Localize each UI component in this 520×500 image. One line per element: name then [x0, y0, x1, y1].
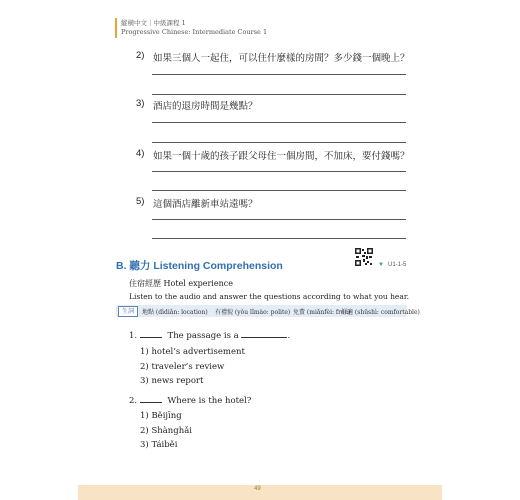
listening-question — [129, 394, 251, 406]
question-text: 這個酒店離新車站遠嗎？ — [153, 199, 258, 210]
question-text: 如果三個人一起住，可以住什麼樣的房間？多少錢一個晚上？ — [153, 53, 410, 64]
option-number: 1) — [140, 347, 149, 357]
option-text: news report — [151, 376, 204, 386]
listening-question-number: 2. — [129, 396, 138, 406]
vocabulary-item: 地點 (dìdiǎn: location) — [142, 309, 208, 316]
vocabulary-item: 舒適 (shūshì: comfortable) — [341, 309, 420, 316]
listening-instruction: Listen to the audio and answer the questions according to what you hear. — [129, 292, 409, 301]
section-label: B. — [116, 260, 127, 272]
answer-option[interactable] — [140, 426, 192, 436]
answer-line[interactable] — [152, 190, 406, 191]
answer-option[interactable] — [140, 376, 203, 386]
answer-option[interactable] — [140, 440, 177, 450]
listening-question-text: The passage is a — [167, 331, 239, 341]
option-number: 2) — [140, 426, 149, 436]
vocabulary-tag: 生詞 — [118, 306, 138, 317]
answer-blank[interactable] — [140, 394, 162, 403]
answer-line[interactable] — [152, 219, 406, 220]
answer-option[interactable] — [140, 362, 224, 372]
answer-line[interactable] — [152, 74, 406, 75]
audio-track-code: U1-1-5 — [388, 262, 407, 268]
answer-line[interactable] — [152, 94, 406, 95]
page-number: 49 — [254, 486, 261, 492]
section-title-chinese: 聽力 — [129, 260, 151, 272]
answer-line[interactable] — [152, 171, 406, 172]
answer-option[interactable] — [140, 347, 245, 357]
section-heading — [116, 258, 283, 273]
audio-icon[interactable]: ▼ — [378, 262, 384, 268]
question-number: 5) — [136, 196, 145, 207]
listening-question-number: 1. — [129, 331, 138, 341]
book-title-chinese: 縱橫中文｜中級課程 1 — [121, 19, 186, 27]
book-title-english: Progressive Chinese: Intermediate Course 1 — [121, 28, 268, 36]
option-text: traveler’s review — [151, 362, 225, 372]
listening-question — [129, 329, 290, 341]
sentence-end: . — [287, 331, 291, 341]
question-text: 如果一個十歲的孩子跟父母住一個房間，不加床，要付錢嗎？ — [153, 151, 410, 162]
vocabulary-item: 有禮貌 (yǒu lǐmào: polite) — [215, 309, 291, 316]
answer-blank[interactable] — [241, 329, 287, 338]
question-text: 酒店的退房時間是幾點？ — [153, 101, 258, 112]
answer-option[interactable] — [140, 411, 182, 421]
question-number: 3) — [136, 98, 145, 109]
option-number: 1) — [140, 411, 149, 421]
option-text: Táiběi — [151, 440, 178, 450]
answer-line[interactable] — [152, 238, 406, 239]
listening-question-text: Where is the hotel? — [167, 396, 252, 406]
section-title-english: Listening Comprehension — [153, 260, 283, 272]
answer-blank[interactable] — [140, 329, 162, 338]
answer-line[interactable] — [152, 142, 406, 143]
question-number: 2) — [136, 50, 145, 61]
option-number: 2) — [140, 362, 149, 372]
answer-line[interactable] — [152, 122, 406, 123]
vocabulary-item: 免費 (miǎnfèi: free) — [293, 309, 351, 316]
option-text: Shànghǎi — [151, 426, 192, 436]
option-text: hotel’s advertisement — [151, 347, 245, 357]
listening-topic: 住宿經歷 Hotel experience — [129, 279, 233, 288]
option-number: 3) — [140, 440, 149, 450]
question-number: 4) — [136, 148, 145, 159]
qr-code-icon[interactable] — [355, 248, 373, 266]
option-number: 3) — [140, 376, 149, 386]
option-text: Běijīng — [151, 411, 182, 421]
header-accent-bar — [115, 18, 117, 38]
